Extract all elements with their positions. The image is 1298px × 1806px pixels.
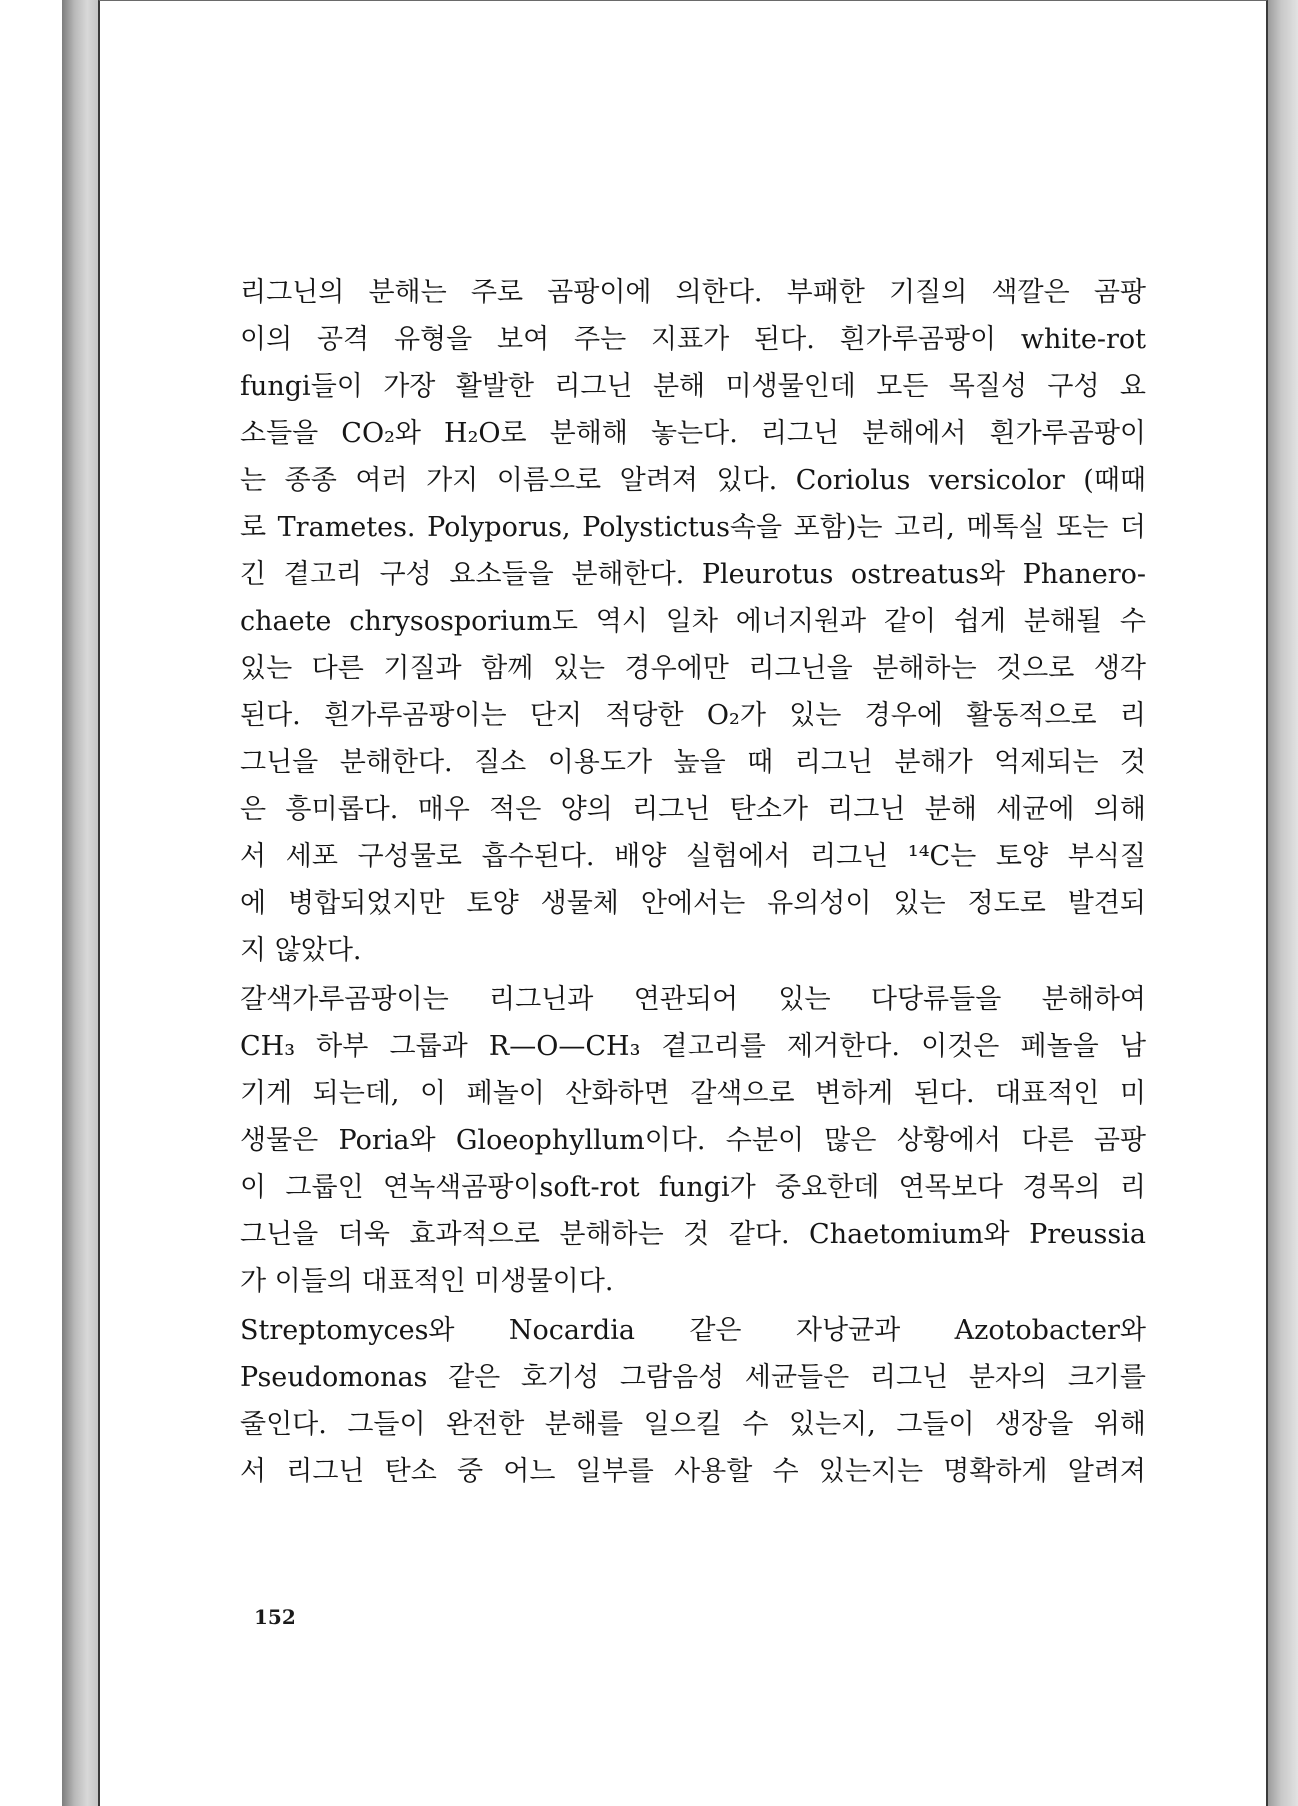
text-line: 이 그룹인 연녹색곰팡이soft-rot fungi가 중요한데 연목보다 경목의 리 (240, 1172, 1146, 1203)
text-line: 생물은 Poria와 Gloeophyllum이다. 수분이 많은 상황에서 다른 곰팡 (240, 1125, 1146, 1156)
text-line: chaete chrysosporium도 역시 일차 에너지원과 같이 쉽게 분해될 수 (240, 606, 1146, 637)
text-line: Pseudomonas 같은 호기성 그람음성 세균들은 리그닌 분자의 크기를 (240, 1362, 1146, 1393)
text-line: 그닌을 분해한다. 질소 이용도가 높을 때 리그닌 분해가 억제되는 것 (240, 747, 1146, 778)
text-line: 은 흥미롭다. 매우 적은 양의 리그닌 탄소가 리그닌 분해 세균에 의해 (240, 794, 1146, 825)
body-text (240, 269, 1146, 1497)
text-line: 그닌을 더욱 효과적으로 분해하는 것 같다. Chaetomium와 Preussia (240, 1219, 1146, 1250)
paragraph-1 (240, 269, 1146, 974)
text-line: 있는 다른 기질과 함께 있는 경우에만 리그닌을 분해하는 것으로 생각 (240, 653, 1146, 684)
text-line: 가 이들의 대표적인 미생물이다. (240, 1266, 614, 1297)
page-edge-right (1268, 0, 1298, 1806)
text-line: 갈색가루곰팡이는 리그닌과 연관되어 있는 다당류들을 분해하여 (240, 984, 1146, 1015)
text-line: 서 리그닌 탄소 중 어느 일부를 사용할 수 있는지는 명확하게 알려져 (240, 1456, 1146, 1487)
text-line: 로 Trametes. Polyporus, Polystictus속을 포함)는 고리, 메톡실 또는 더 (240, 512, 1146, 543)
text-line: 이의 공격 유형을 보여 주는 지표가 된다. 흰가루곰팡이 white-rot (240, 324, 1146, 355)
text-line: 는 종종 여러 가지 이름으로 알려져 있다. Coriolus versicolor (때때 (240, 465, 1146, 496)
paragraph-3 (240, 1307, 1146, 1495)
text-line: Streptomyces와 Nocardia 같은 자낭균과 Azotobacter와 (240, 1315, 1146, 1346)
text-line: CH₃ 하부 그룹과 R—O—CH₃ 곁고리를 제거한다. 이것은 페놀을 남 (240, 1031, 1146, 1062)
text-line: 기게 되는데, 이 페놀이 산화하면 갈색으로 변하게 된다. 대표적인 미 (240, 1078, 1146, 1109)
text-line: 지 않았다. (240, 935, 362, 966)
text-line: 된다. 흰가루곰팡이는 단지 적당한 O₂가 있는 경우에 활동적으로 리 (240, 700, 1146, 731)
text-line: 서 세포 구성물로 흡수된다. 배양 실험에서 리그닌 ¹⁴C는 토양 부식질 (240, 841, 1146, 872)
text-line: 긴 곁고리 구성 요소들을 분해한다. Pleurotus ostreatus와 Phanero- (240, 559, 1146, 590)
text-line: 소들을 CO₂와 H₂O로 분해해 놓는다. 리그닌 분해에서 흰가루곰팡이 (240, 418, 1146, 449)
text-line: 에 병합되었지만 토양 생물체 안에서는 유의성이 있는 정도로 발견되 (240, 888, 1146, 919)
text-line: fungi들이 가장 활발한 리그닌 분해 미생물인데 모든 목질성 구성 요 (240, 371, 1146, 402)
text-line: 줄인다. 그들이 완전한 분해를 일으킬 수 있는지, 그들이 생장을 위해 (240, 1409, 1146, 1440)
paragraph-2 (240, 976, 1146, 1305)
text-line: 리그닌의 분해는 주로 곰팡이에 의한다. 부패한 기질의 색깔은 곰팡 (240, 277, 1146, 308)
page-sheet (98, 0, 1268, 1806)
page-number: 152 (254, 1605, 296, 1629)
book-spine-left (62, 0, 98, 1806)
